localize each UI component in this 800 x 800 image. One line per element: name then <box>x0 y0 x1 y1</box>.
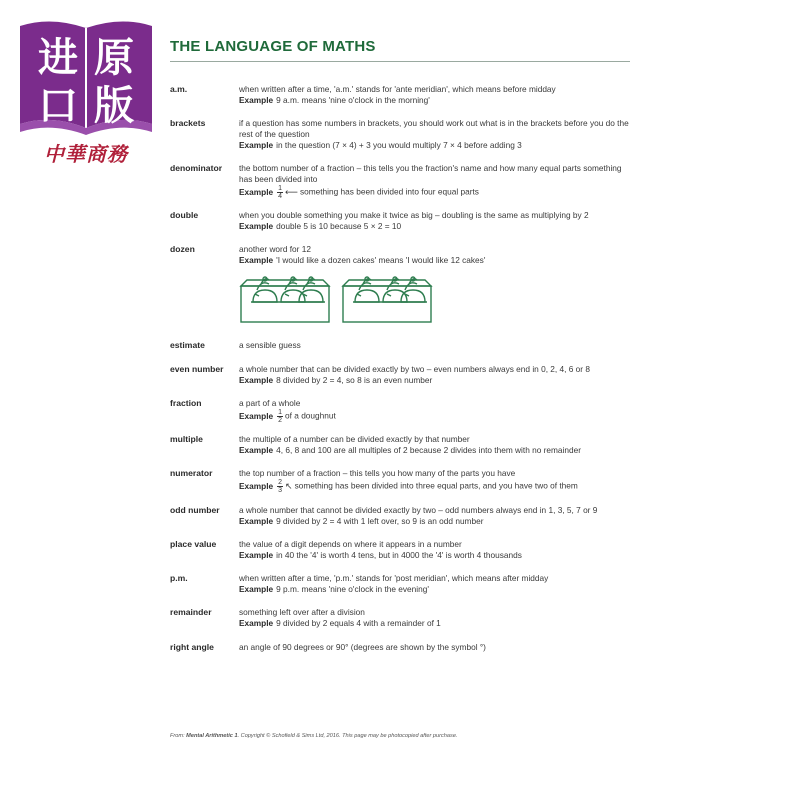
footer-copyright: . Copyright © Schofield & Sims Ltd, 2016. This page may be photocopied after purchase. <box>237 733 458 739</box>
term: multiple <box>170 434 203 444</box>
example-text: 'I would like a dozen cakes' means 'I would like 12 cakes' <box>276 255 486 265</box>
definition <box>239 607 629 629</box>
definition-text: the top number of a fraction – this tells you how many of the parts you have <box>239 468 516 478</box>
definition <box>239 398 629 424</box>
example-text: 4, 6, 8 and 100 are all multiples of 2 because 2 divides into them with no remainder <box>276 445 581 455</box>
badge-subtitle: 中華商務 <box>44 142 128 166</box>
copyright-footer <box>170 733 457 739</box>
example-label: Example <box>239 375 274 385</box>
example-label: Example <box>239 221 274 231</box>
fraction-numerator: 2 <box>278 479 283 486</box>
term: remainder <box>170 607 212 617</box>
example-label: Example <box>239 480 274 491</box>
definition <box>239 118 629 151</box>
fraction-denominator: 4 <box>278 193 283 200</box>
example-label: Example <box>239 516 274 526</box>
example-text: 9 p.m. means 'nine o'clock in the evening' <box>276 584 429 594</box>
term: right angle <box>170 642 214 652</box>
example-text: 8 divided by 2 = 4, so 8 is an even number <box>276 375 433 385</box>
example-text: in the question (7 × 4) + 3 you would multiply 7 × 4 before adding 3 <box>276 140 522 150</box>
term: place value <box>170 539 217 549</box>
example-label: Example <box>239 186 274 197</box>
page-title: THE LANGUAGE OF MATHS <box>170 38 376 55</box>
badge-char: 进 <box>38 35 78 81</box>
fraction-denominator: 3 <box>278 487 283 494</box>
definition-text: a part of a whole <box>239 398 301 408</box>
example-text: of a doughnut <box>285 410 336 421</box>
example-text: 9 divided by 2 equals 4 with a remainder of 1 <box>276 618 441 628</box>
example-label: Example <box>239 410 274 421</box>
definition-text: the multiple of a number can be divided exactly by that number <box>239 434 470 444</box>
definition-text: a sensible guess <box>239 340 301 350</box>
fraction-denominator: 2 <box>278 417 283 424</box>
title-divider <box>170 61 630 62</box>
definition-text: the value of a digit depends on where it appears in a number <box>239 539 462 549</box>
term: double <box>170 210 199 220</box>
definition <box>239 340 629 351</box>
fraction-numerator: 1 <box>278 185 283 192</box>
definition <box>239 468 629 494</box>
definition-text: a whole number that cannot be divided exactly by two – odd numbers always end in 1, 3, 5, 7 or 9 <box>239 505 598 515</box>
definition-text: when written after a time, 'a.m.' stands for 'ante meridian', which means before midday <box>239 84 556 94</box>
example-text: 9 a.m. means 'nine o'clock in the morning' <box>276 95 430 105</box>
cake-box-icon <box>343 277 431 322</box>
badge-characters <box>30 36 142 128</box>
definition <box>239 244 629 266</box>
footer-book-title: Mental Arithmetic 1 <box>186 733 238 739</box>
cake-boxes-illustration <box>239 272 439 329</box>
definition-text: something left over after a division <box>239 607 365 617</box>
example-label: Example <box>239 140 274 150</box>
definition-text: an angle of 90 degrees or 90° (degrees are shown by the symbol °) <box>239 642 486 652</box>
fraction <box>277 185 283 200</box>
definition <box>239 539 629 561</box>
definition-text: the bottom number of a fraction – this tells you the fraction's name and how many equal parts something has been divided into <box>239 163 622 184</box>
term: brackets <box>170 118 206 128</box>
footer-prefix: From: <box>170 733 187 739</box>
definition <box>239 364 629 386</box>
definition <box>239 210 629 232</box>
definition <box>239 163 629 200</box>
term: p.m. <box>170 573 188 583</box>
example-label: Example <box>239 618 274 628</box>
definition-text: if a question has some numbers in brackets, you should work out what is in the brackets before you do the rest of the question <box>239 118 629 139</box>
example-text: 9 divided by 2 = 4 with 1 left over, so 9 is an odd number <box>276 516 484 526</box>
definition-text: when written after a time, 'p.m.' stands for 'post meridian', which means after midday <box>239 573 549 583</box>
fraction-numerator: 1 <box>278 409 283 416</box>
term: estimate <box>170 340 205 350</box>
cake-box-icon <box>241 277 329 322</box>
badge-char: 口 <box>38 83 78 129</box>
term: denominator <box>170 163 223 173</box>
example-label: Example <box>239 584 274 594</box>
example-text: something has been divided into four equal parts <box>299 186 479 197</box>
example-text: something has been divided into three equal parts, and you have two of them <box>294 480 578 491</box>
definition <box>239 642 629 653</box>
badge-char: 版 <box>94 83 134 129</box>
definition-text: when you double something you make it twice as big – doubling is the same as multiplying by 2 <box>239 210 589 220</box>
term: odd number <box>170 505 220 515</box>
fraction <box>277 409 283 424</box>
definition-text: another word for 12 <box>239 244 311 254</box>
term: fraction <box>170 398 202 408</box>
term: dozen <box>170 244 195 254</box>
definition <box>239 573 629 595</box>
term: even number <box>170 364 224 374</box>
badge-char: 原 <box>94 35 134 81</box>
definition <box>239 84 629 106</box>
example-label: Example <box>239 550 274 560</box>
fraction <box>277 479 283 494</box>
arrow-up-left-icon: ↖ <box>285 480 293 491</box>
example-label: Example <box>239 255 274 265</box>
definition-text: a whole number that can be divided exactly by two – even numbers always end in 0, 2, 4, 6 or 8 <box>239 364 590 374</box>
watermark-badge <box>16 16 156 136</box>
example-text: double 5 is 10 because 5 × 2 = 10 <box>276 221 402 231</box>
example-label: Example <box>239 95 274 105</box>
definition <box>239 434 629 456</box>
definition <box>239 505 629 527</box>
term: numerator <box>170 468 213 478</box>
example-label: Example <box>239 445 274 455</box>
example-text: in 40 the '4' is worth 4 tens, but in 4000 the '4' is worth 4 thousands <box>276 550 522 560</box>
arrow-left-icon: ⟵ <box>285 186 298 197</box>
term: a.m. <box>170 84 188 94</box>
